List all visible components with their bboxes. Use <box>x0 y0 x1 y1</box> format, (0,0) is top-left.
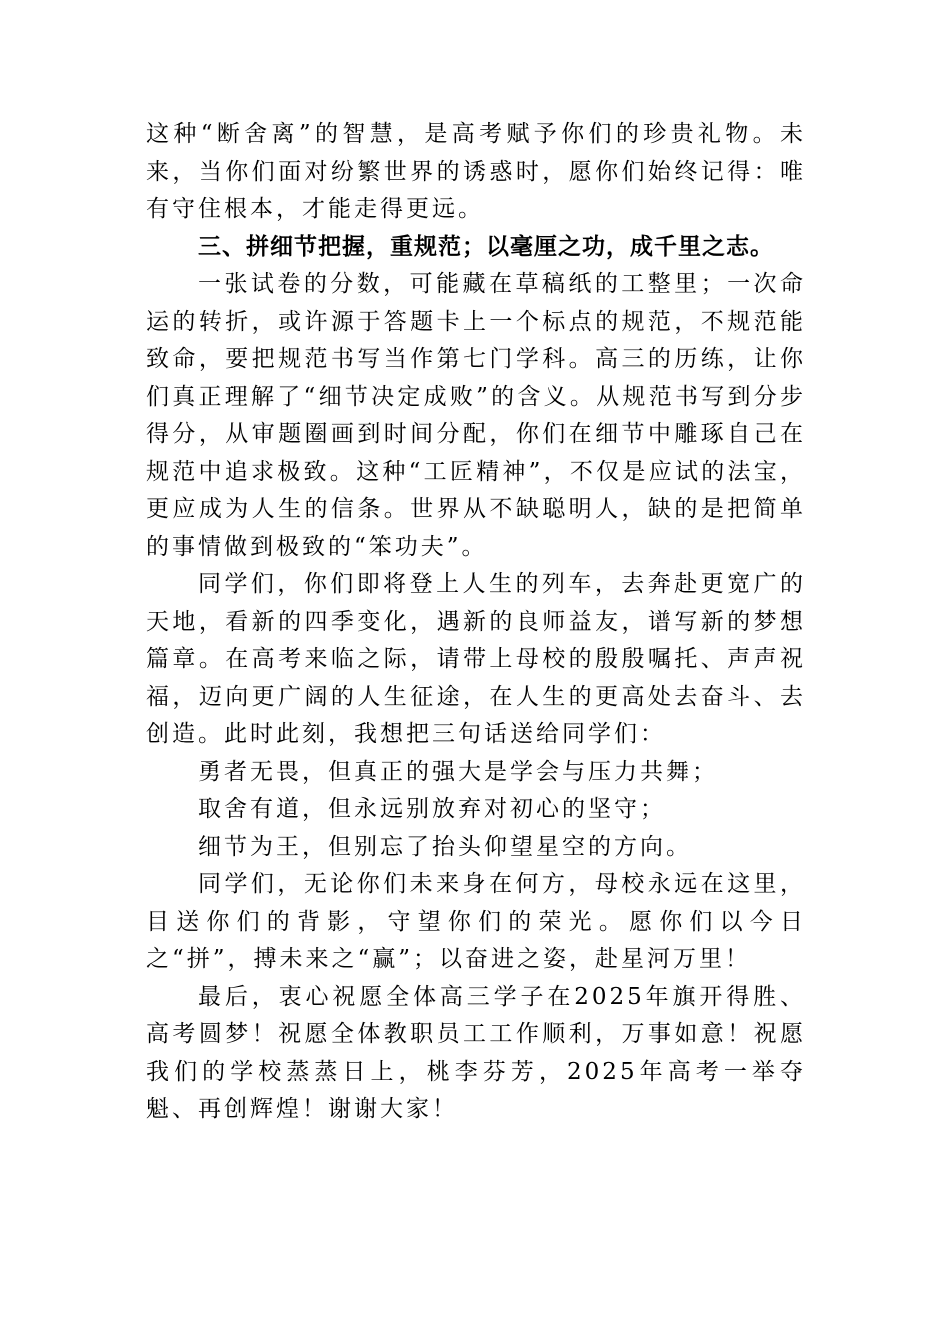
motto-line-2: 取舍有道，但永远别放弃对初心的坚守； <box>198 796 666 822</box>
paragraph-closing-wishes: 最后，衷心祝愿全体高三学子在2025年旗开得胜、高考圆梦！祝愿全体教职员工工作顺利，万事如意！祝愿我们的学校蒸蒸日上，桃李芬芳，2025年高考一举夺魁、再创辉煌！谢谢大家！ <box>146 983 806 1122</box>
motto-line-3: 细节为王，但别忘了抬头仰望星空的方向。 <box>198 833 692 860</box>
paragraph-details: 一张试卷的分数，可能藏在草稿纸的工整里；一次命运的转折，或许源于答题卡上一个标点的规范，不规范能致命，要把规范书写当作第七门学科。高三的历练，让你们真正理解了“细节决定成败”的含义。从规范书写到分步得分，从审题圈画到时间分配，你们在细节中雕琢自己在规范中追求极致。这种“工匠精神”，不仅是应试的法宝，更应成为人生的信条。世界从不缺聪明人，缺的是把简单的事情做到极致的“笨功夫”。 <box>146 271 806 560</box>
document-body <box>146 116 806 1129</box>
section-heading-three: 三、拼细节把握，重规范；以毫厘之功，成千里之志。 <box>198 233 774 260</box>
paragraph-journey: 同学们，你们即将登上人生的列车，去奔赴更宽广的天地，看新的四季变化，遇新的良师益友，谱写新的梦想篇章。在高考来临之际，请带上母校的殷殷嘱托、声声祝福，迈向更广阔的人生征途，在人生的更高处去奋斗、去创造。此时此刻，我想把三句话送给同学们： <box>146 571 806 747</box>
paragraph-farewell: 同学们，无论你们未来身在何方，母校永远在这里，目送你们的背影，守望你们的荣光。愿你们以今日之“拼”，搏未来之“赢”；以奋进之姿，赴星河万里！ <box>146 871 806 972</box>
paragraph-wisdom-gift: 这种“断舍离”的智慧，是高考赋予你们的珍贵礼物。未来，当你们面对纷繁世界的诱惑时，愿你们始终记得：唯有守住根本，才能走得更远。 <box>146 121 806 222</box>
motto-line-1: 勇者无畏，但真正的强大是学会与压力共舞； <box>198 758 718 785</box>
